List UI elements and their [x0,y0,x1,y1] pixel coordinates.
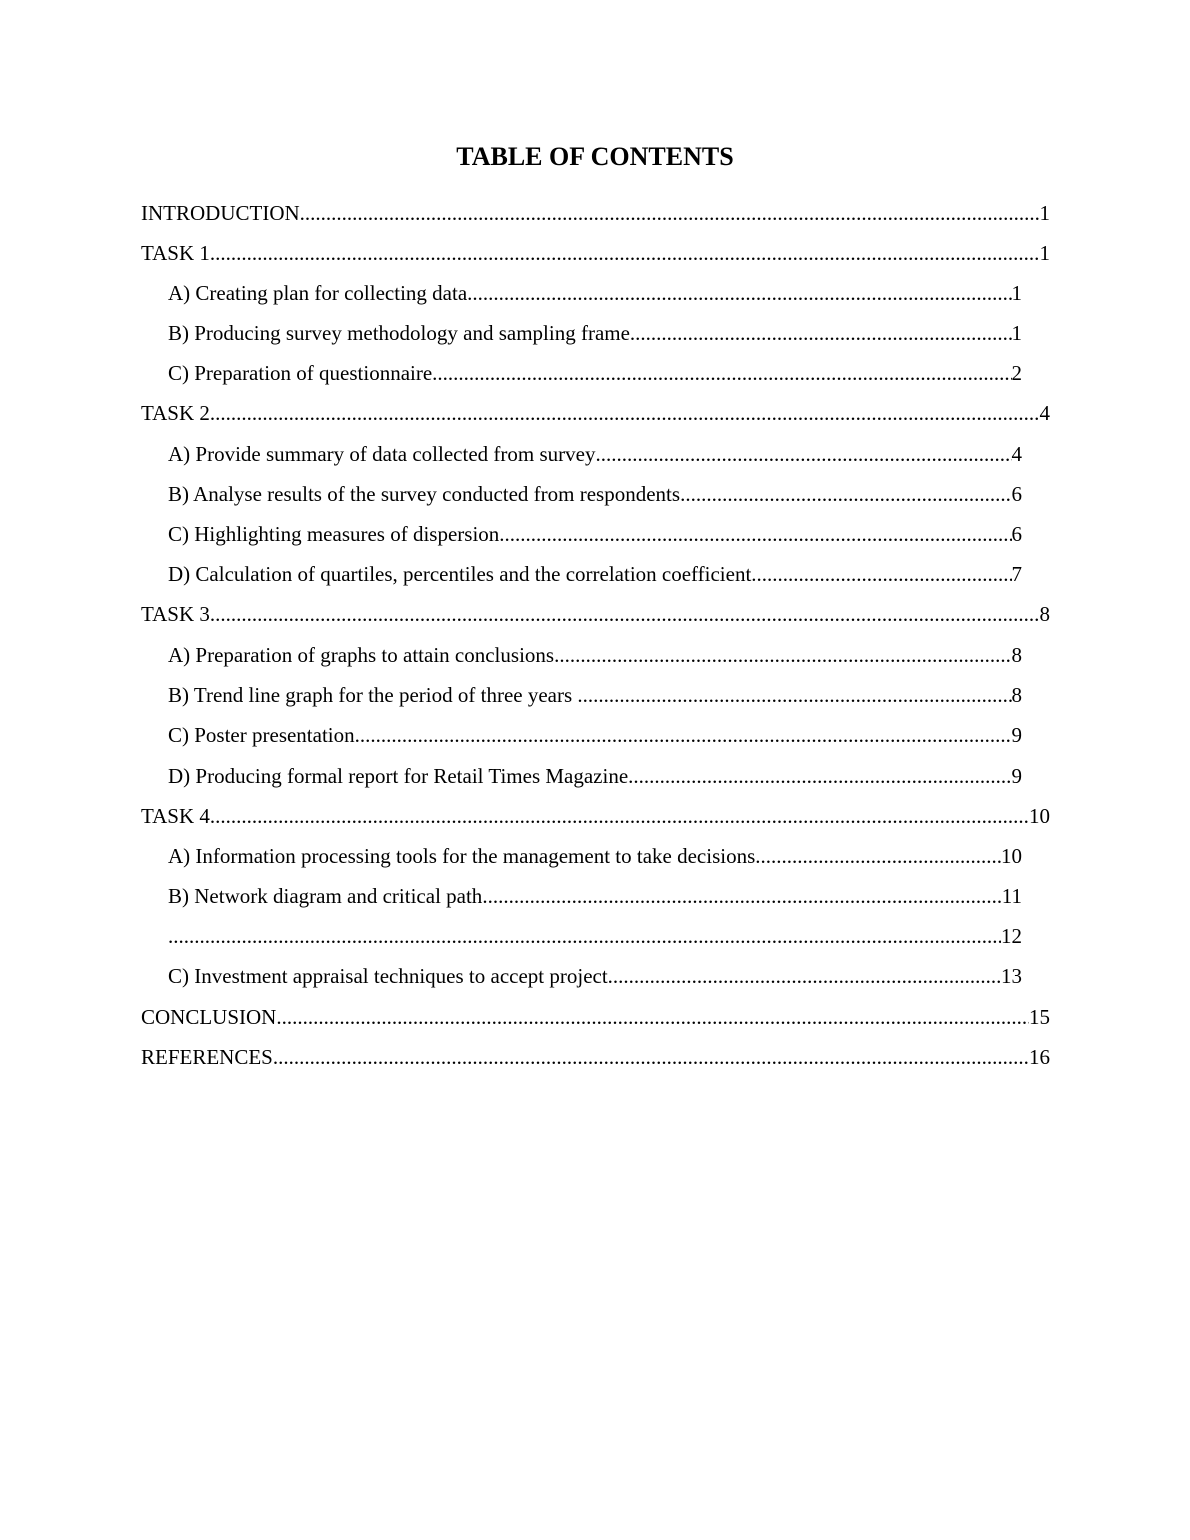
toc-entry[interactable] [168,437,1022,471]
toc-leader-dots [751,557,1011,591]
toc-entry-text: TASK 1 [141,241,210,265]
toc-entry-text: TASK 4 [141,804,210,828]
toc-leader-dots [554,638,1011,672]
toc-entry-text: C) Preparation of questionnaire [168,361,433,385]
toc-entry-page: 12 [1001,924,1022,948]
toc-entry-text: TASK 2 [141,401,210,425]
toc-leader-dots [210,799,1029,833]
toc-entry[interactable] [168,316,1022,350]
toc-leader-dots [499,517,1011,551]
toc-entry[interactable] [168,759,1022,793]
toc-entry[interactable] [168,718,1022,752]
toc-entry-page: 8 [1039,602,1050,626]
toc-title: TABLE OF CONTENTS [456,142,734,171]
toc-entry[interactable] [141,799,1050,833]
toc-leader-dots [210,396,1040,430]
toc-entry-page: 13 [1001,964,1022,988]
toc-entry-page: 16 [1029,1045,1050,1069]
toc-leader-dots [482,879,1001,913]
toc-entry-text: B) Network diagram and critical path [168,884,483,908]
toc-entry-page: 9 [1011,764,1022,788]
toc-entry[interactable] [168,276,1022,310]
toc-entry-page: 1 [1039,241,1050,265]
toc-entry-page: 15 [1029,1005,1050,1029]
toc-entry[interactable] [168,678,1022,712]
toc-entry-page: 6 [1011,482,1022,506]
toc-leader-dots [680,477,1011,511]
toc-entry-page: 4 [1039,401,1050,425]
toc-entry-text: B) Analyse results of the survey conducted from respondents [168,482,681,506]
toc-entry-text: A) Information processing tools for the management to take decisions [168,844,756,868]
toc-entry-text: B) Producing survey methodology and sampling frame [168,321,630,345]
toc-entry[interactable] [168,839,1022,873]
toc-entry[interactable] [141,1000,1050,1034]
toc-entry-page: 1 [1011,321,1022,345]
toc-entry-text: B) Trend line graph for the period of three years [168,683,578,707]
toc-entry-page: 11 [1001,884,1022,908]
toc-entry[interactable] [141,396,1050,430]
toc-entry-text: D) Producing formal report for Retail Times Magazine [168,764,629,788]
toc-entry-text: C) Highlighting measures of dispersion [168,522,500,546]
toc-entry-page: 10 [1029,804,1050,828]
toc-entry-page: 2 [1011,361,1022,385]
toc-entry-text: CONCLUSION [141,1005,277,1029]
toc-entry-text: REFERENCES [141,1045,273,1069]
toc-leader-dots [355,718,1012,752]
toc-entry-page: 8 [1011,683,1022,707]
toc-leader-dots [300,196,1040,230]
toc-entry[interactable] [141,597,1050,631]
toc-entry[interactable] [168,517,1022,551]
toc-leader-dots [467,276,1011,310]
toc-entry-text: INTRODUCTION [141,201,300,225]
toc-entry[interactable] [168,879,1022,913]
toc-entry-page: 4 [1011,442,1022,466]
toc-entry-page: 8 [1011,643,1022,667]
toc-leader-dots [577,678,1011,712]
toc-entry-page: 10 [1001,844,1022,868]
toc-leader-dots [608,959,1001,993]
toc-entry[interactable] [141,196,1050,230]
toc-entry[interactable] [168,919,1022,953]
toc-leader-dots [595,437,1011,471]
toc-entry-text: A) Preparation of graphs to attain conclusions [168,643,555,667]
toc-entry[interactable] [168,477,1022,511]
toc-entry-page: 6 [1011,522,1022,546]
toc-entry-page: 1 [1039,201,1050,225]
toc-entry-text: D) Calculation of quartiles, percentiles and the correlation coefficient [168,562,752,586]
toc-entry[interactable] [141,1040,1050,1074]
toc-leader-dots [168,919,1001,953]
toc-leader-dots [432,356,1011,390]
toc-entry-text: A) Creating plan for collecting data [168,281,468,305]
toc-entry[interactable] [141,236,1050,270]
toc-leader-dots [273,1040,1029,1074]
toc-entry-page: 9 [1011,723,1022,747]
toc-leader-dots [210,236,1040,270]
toc-entry-text: C) Investment appraisal techniques to accept project [168,964,608,988]
toc-leader-dots [630,316,1012,350]
toc-entry[interactable] [168,557,1022,591]
toc-leader-dots [755,839,1001,873]
toc-leader-dots [210,597,1040,631]
toc-leader-dots [276,1000,1029,1034]
toc-entry[interactable] [168,356,1022,390]
toc-entry-text: C) Poster presentation [168,723,355,747]
toc-entry-page: 1 [1011,281,1022,305]
toc-entry-page: 7 [1011,562,1022,586]
toc-entry-text: TASK 3 [141,602,210,626]
toc-entry[interactable] [168,959,1022,993]
toc-entry-text: A) Provide summary of data collected from survey [168,442,596,466]
toc-entry[interactable] [168,638,1022,672]
toc-leader-dots [628,759,1011,793]
